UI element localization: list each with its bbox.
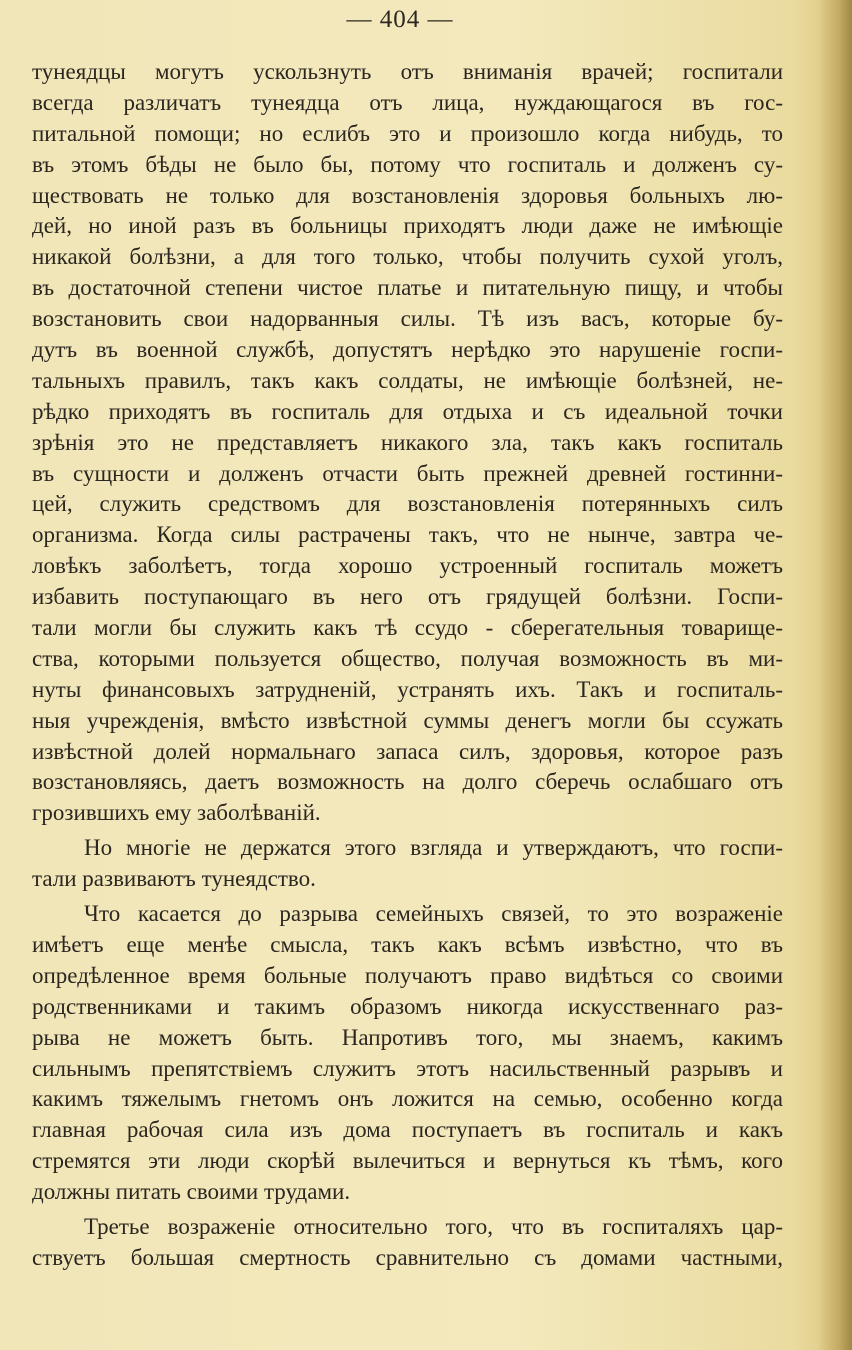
text-line: возстановляясь, даетъ возможность на долго сберечь ослабшаго отъ: [32, 769, 783, 795]
text-line: въ этомъ бѣды не было бы, потому что госпиталь и долженъ су-: [32, 151, 783, 177]
text-line: нуты финансовыхъ затрудненій, устранять ихъ. Такъ и госпиталь-: [32, 676, 783, 702]
text-line: организма. Когда силы растрачены такъ, что не нынче, завтра че-: [32, 522, 783, 548]
text-line: должны питать своими трудами.: [32, 1179, 351, 1205]
text-line: стремятся эти люди скорѣй вылечиться и вернуться къ тѣмъ, кого: [32, 1148, 783, 1174]
text-line: ловѣкъ заболѣетъ, тогда хорошо устроенный госпиталь можетъ: [32, 553, 783, 579]
text-line: опредѣленное время больные получаютъ право видѣться со своими: [32, 962, 783, 988]
text-line: ства, которыми пользуется общество, получая возможность въ ми-: [32, 645, 783, 671]
text-line: возстановить свои надорванныя силы. Тѣ изъ васъ, которые бу-: [32, 306, 783, 332]
text-line: избавить поступающаго въ него отъ грядущей болѣзни. Госпи-: [32, 584, 783, 610]
text-line: въ достаточной степени чистое платье и питательную пищу, и чтобы: [32, 275, 783, 301]
text-line: имѣетъ еще менѣе смысла, такъ какъ всѣмъ извѣстно, что въ: [32, 931, 783, 957]
text-line: никакой болѣзни, а для того только, чтобы получить сухой уголъ,: [32, 244, 783, 270]
text-line: въ сущности и долженъ отчасти быть прежней древней гостинни-: [32, 460, 783, 486]
text-line: Но многіе не держатся этого взгляда и утверждаютъ, что госпи-: [84, 835, 783, 861]
text-line: тунеядцы могутъ ускользнуть отъ вниманія врачей; госпитали: [32, 59, 783, 84]
page-number: — 404 —: [346, 6, 454, 33]
text-line: всегда различатъ тунеядца отъ лица, нуждающагося въ гос-: [32, 89, 783, 115]
text-line: грозившихъ ему заболѣваній.: [32, 800, 321, 826]
paragraph-4: [32, 1212, 783, 1274]
text-line: дутъ въ военной службѣ, допустятъ нерѣдко это нарушеніе госпи-: [32, 337, 783, 363]
text-line: Что касается до разрыва семейныхъ связей, то это возраженіе: [84, 901, 783, 927]
text-line: тальныхъ правилъ, такъ какъ солдаты, не имѣющіе болѣзней, не-: [32, 367, 783, 393]
text-line: родственниками и такимъ образомъ никогда искусственнаго раз-: [32, 993, 783, 1019]
text-line: цей, служить средствомъ для возстановленія потерянныхъ силъ: [32, 491, 783, 517]
text-line: ствуетъ большая смертность сравнительно съ домами частными,: [32, 1244, 783, 1270]
text-line: сильнымъ препятствіемъ служитъ этотъ насильственный разрывъ и: [32, 1055, 783, 1081]
text-line: питальной помощи; но еслибъ это и произошло когда нибудь, то: [32, 120, 783, 146]
page-edge-shadow: [818, 0, 852, 1350]
text-line: рыва не можетъ быть. Напротивъ того, мы знаемъ, какимъ: [32, 1024, 783, 1050]
text-line: дей, но иной разъ въ больницы приходятъ люди даже не имѣющіе: [32, 213, 783, 239]
text-line: ныя учрежденія, вмѣсто извѣстной суммы денегъ могли бы ссужать: [32, 707, 783, 733]
paragraph-2: [32, 833, 783, 895]
text-line: тали могли бы служить какъ тѣ ссудо - сберегательныя товарище-: [32, 615, 783, 641]
text-line: ществовать не только для возстановленія здоровья больныхъ лю-: [32, 182, 783, 208]
paragraph-3: [32, 899, 783, 1208]
text-line: тали развиваютъ тунеядство.: [32, 866, 316, 892]
text-line: зрѣнія это не представляетъ никакого зла, такъ какъ госпиталь: [32, 429, 783, 455]
body-text: [32, 57, 783, 1274]
text-line: извѣстной долей нормальнаго запаса силъ, здоровья, которое разъ: [32, 738, 783, 764]
text-line: Третье возраженіе относительно того, что въ госпиталяхъ цар-: [84, 1213, 783, 1239]
text-line: какимъ тяжелымъ гнетомъ онъ ложится на семью, особенно когда: [32, 1086, 783, 1112]
text-line: главная рабочая сила изъ дома поступаетъ въ госпиталь и какъ: [32, 1117, 783, 1143]
text-line: рѣдко приходятъ въ госпиталь для отдыха и съ идеальной точки: [32, 398, 783, 424]
paragraph-1: [32, 57, 783, 829]
